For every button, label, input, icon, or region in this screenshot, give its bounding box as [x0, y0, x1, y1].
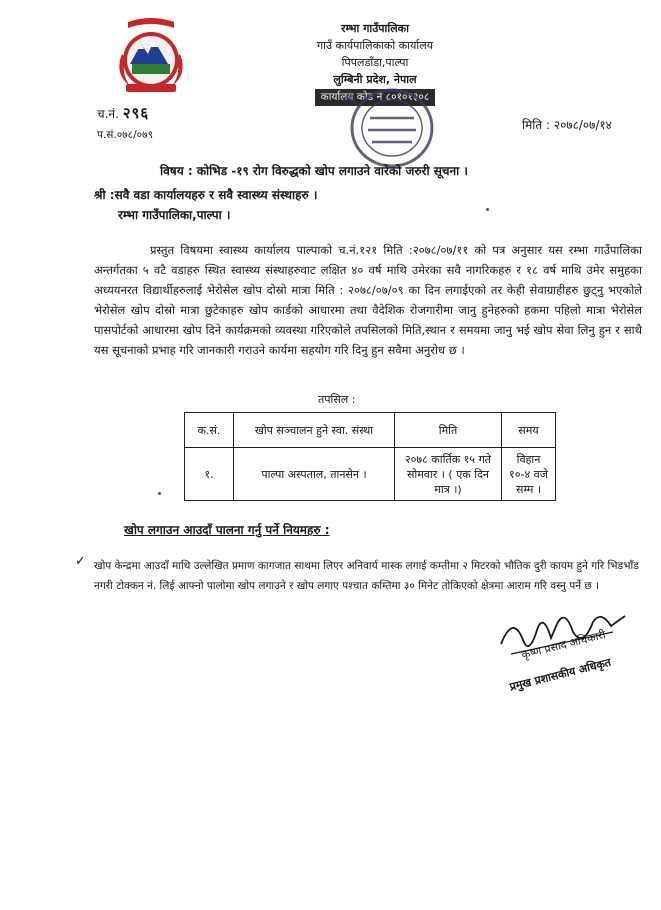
province-name: लुम्बिनी प्रदेश, नेपाल — [333, 73, 417, 86]
cell-date: २०७८ कार्तिक १५ गते सोमवार । ( एक दिन मात्र ।) — [395, 448, 502, 501]
scan-speck — [158, 492, 161, 495]
signature-icon — [493, 604, 633, 666]
rule-item: खोप केन्द्रमा आउदाँ माथि उल्लेखित प्रमाण कागजात साथमा लिएर अनिवार्य मास्क लगाई कम्तीमा २ मिटरको भौतिक दुरी कायम हुने गरि भिडभाँड नगरी टोक्कन नं. लिई आफ्नो पालोमा खोप लगाउने र खोप लगाए पश्चात कम्तिमा ३० मिनेट तोकिएको क्षेत्रमा आराम गरि वस्नु पर्ने छ । — [94, 560, 639, 592]
notice-body: प्रस्तुत विषयमा स्वास्थ्य कार्यालय पाल्पाको च.नं.१२१ मिति :२०७८/०७/११ को पत्र अनुसार यस रम्भा गाउँपालिका अन्तर्गतका ५ वटै वडाहरु स्थित स्वास्थ्य संस्थाहरुवाट लक्षित ४० वर्ष माथि उमेरका सवै नागरिकहरु र १८ वर्ष माथि उमेर समुहका अध्ययनरत विद्यार्थीहरुलाई भेरोसेल खोप दोस्रो मात्रा मिति : २०७८/०७/०९ का दिन लगाईएको तर केही सेवाग्राहीहरु छुट्नु भएकोले भेरोसेल खोप दोस्रो मात्रा छुटेकाहरु खोप कार्डको आधारमा तथा वैदेशिक रोजगारीमा जानु हुनेहरुको हकमा पहिलो मात्रा भेरोसेल पासपोर्टको आधारमा खोप दिने कार्यक्रमको व्यवस्था गरिएकोले तपसिलको मिति,स्थान र समयमा जानु भई खोप सेवा लिनु हुन र साथै यस सूचनाको प्रभाह गरि जानकारी गराउने कार्यमा सहयोग गरि दिनु हुन सवैमा अनुरोध छ । — [94, 243, 642, 357]
header-serial: क.सं. — [185, 413, 234, 448]
header-time: समय — [502, 413, 556, 448]
table-header-row — [185, 413, 556, 448]
nepal-emblem-icon — [108, 16, 194, 96]
office-code: कार्यालय कोड नं ८०१०१३०८ — [315, 89, 436, 106]
signer-name: कृष्ण प्रसाद अधिकारी — [520, 628, 607, 662]
vaccination-schedule-table — [184, 412, 556, 501]
checkmark-icon: ✓ — [75, 554, 86, 569]
header-date: मिति — [395, 413, 502, 448]
signer-designation: प्रमुख प्रशासकीय अधिकृत — [508, 655, 613, 694]
cell-serial: १. — [185, 448, 234, 501]
reference-number — [97, 103, 149, 123]
letter-date: मिति : २०७८/०७/१४ — [522, 118, 612, 132]
cell-institution: पाल्पा अस्पताल, तानसेन । — [234, 448, 395, 501]
rules-heading: खोप लगाउन आउदाँ पालना गर्नु पर्ने नियमहरु : — [124, 523, 330, 537]
ref-label: च.नं. — [97, 107, 119, 121]
office-name: गाउँ कार्यपालिकाको कार्यालय — [316, 39, 434, 52]
scan-speck — [486, 208, 489, 211]
office-address: पिपलडाँडा,पाल्पा — [341, 56, 409, 69]
cell-time: विहान १०-४ वजे सम्म । — [502, 448, 556, 501]
recipient-line-1: श्री :सवै वडा कार्यालयहरु र सवै स्वास्थ्य संस्थाहरु । — [94, 188, 318, 202]
ref-number: २९६ — [122, 104, 150, 122]
table-row — [185, 448, 556, 501]
recipient-line-2: रम्भा गाउँपालिका,पाल्पा । — [118, 208, 231, 222]
subject-line: विषय : कोभिड -१९ रोग विरुद्धको खोप लगाउने वारेको जरुरी सूचना । — [160, 164, 468, 178]
municipality-name: रम्भा गाउँपालिका — [341, 22, 409, 35]
tapsil-label: तपसिल : — [318, 393, 356, 406]
office-stamp-icon — [330, 78, 440, 173]
header-institution: खोप सञ्चालन हुने स्वा. संस्था — [234, 413, 395, 448]
fiscal-year: प.सं.०७८/०७९ — [97, 129, 154, 141]
